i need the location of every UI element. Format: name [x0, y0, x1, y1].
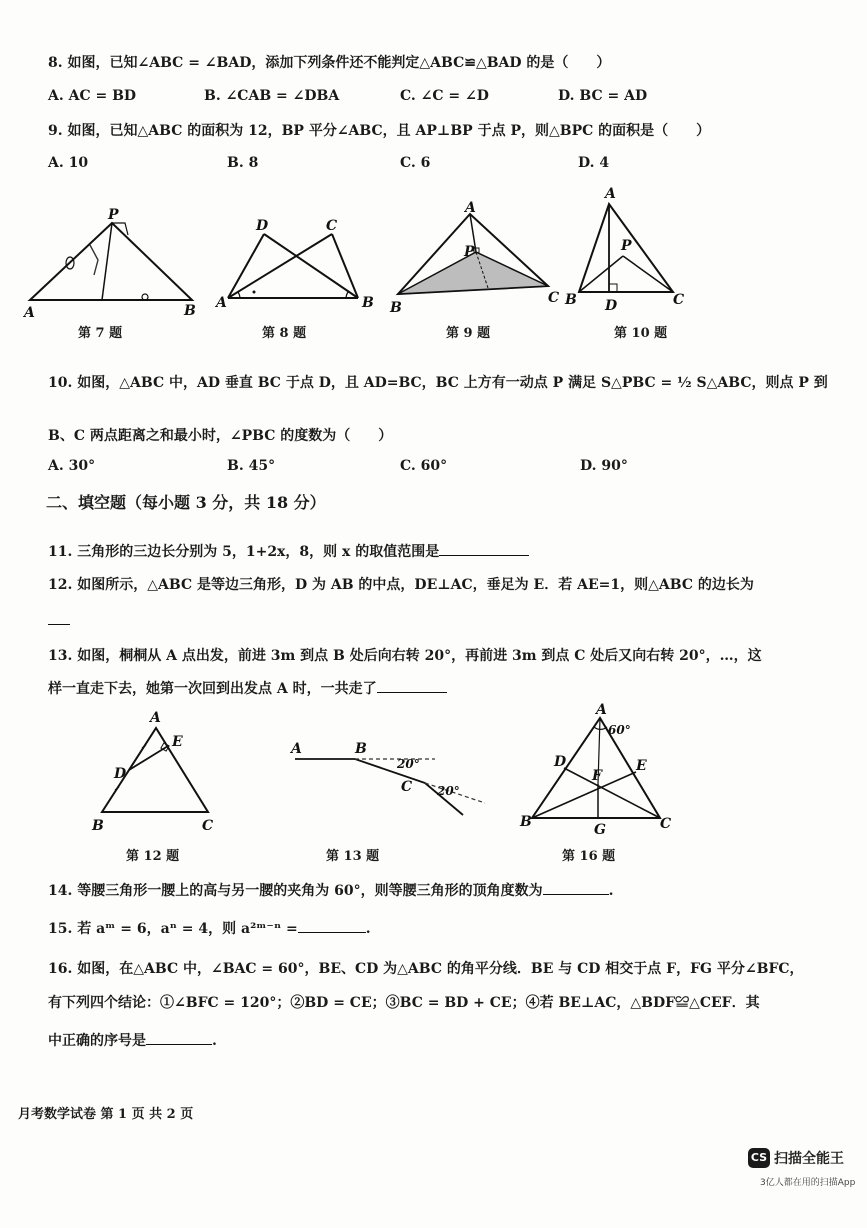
fig8-label-b: B: [362, 295, 374, 311]
section-2-title: 二、填空题（每小题 3 分，共 18 分）: [46, 493, 326, 512]
figure-16: [518, 702, 678, 842]
fig12-label-e: E: [172, 734, 183, 750]
q16-line3: 中正确的序号是 .: [48, 1033, 217, 1049]
fig9-label-a: A: [465, 200, 476, 216]
figure-13: [285, 735, 485, 820]
fig10-label-c: C: [673, 292, 685, 308]
fig8-label-d: D: [256, 218, 269, 234]
fig13-label-angle2: 20°: [437, 784, 460, 798]
q8-option-a: A. AC = BD: [48, 88, 137, 104]
q12-stem: 12. 如图所示，△ABC 是等边三角形，D 为 AB 的中点，DE⊥AC，垂足为 E．若 AE=1，则△ABC 的边长为: [48, 577, 754, 593]
q9-option-d: D. 4: [578, 155, 610, 171]
fig13-label-a: A: [291, 741, 302, 757]
figure-7: [20, 205, 210, 320]
q10-option-d: D. 90°: [580, 458, 628, 474]
caption-fig9: 第 9 题: [446, 326, 491, 341]
q8-option-b: B. ∠CAB = ∠DBA: [204, 88, 340, 104]
scanner-watermark: [748, 1148, 860, 1194]
fig8-label-a: A: [216, 295, 227, 311]
fig12-label-c: C: [202, 818, 214, 834]
q11-stem: 11. 三角形的三边长分别为 5，1+2x，8，则 x 的取值范围是: [48, 541, 529, 561]
q10-stem-line2: B、C 两点距离之和最小时，∠PBC 的度数为（ ）: [48, 428, 393, 444]
fig16-label-angle: 60°: [608, 723, 631, 737]
q9-option-c: C. 6: [400, 155, 431, 171]
fig16-label-b: B: [520, 814, 532, 830]
q10-stem-line1: 10. 如图，△ABC 中，AD 垂直 BC 于点 D，且 AD=BC，BC 上方有一动点 P 满足 S△PBC = ½ S△ABC，则点 P 到: [48, 375, 828, 391]
page-footer: 月考数学试卷 第 1 页 共 2 页: [18, 1107, 194, 1122]
q10-option-b: B. 45°: [227, 458, 276, 474]
q8-option-c: C. ∠C = ∠D: [400, 88, 489, 104]
q8-stem: 8. 如图，已知∠ABC = ∠BAD，添加下列条件还不能判定△ABC≌△BAD 的是（ ）: [48, 55, 611, 71]
scanner-name: 扫描全能王: [774, 1151, 844, 1167]
q9-option-a: A. 10: [48, 155, 89, 171]
caption-fig13: 第 13 题: [326, 849, 380, 864]
figure-9: [388, 200, 568, 318]
fig13-label-angle1: 20°: [397, 757, 420, 771]
figure-10: [565, 180, 695, 315]
fig16-label-a: A: [596, 702, 607, 718]
fig12-label-b: B: [92, 818, 104, 834]
q9-option-b: B. 8: [227, 155, 259, 171]
q13-line1: 13. 如图，桐桐从 A 点出发，前进 3m 到点 B 处后向右转 20°，再前进 3m 到点 C 处后又向右转 20°，…，这: [48, 648, 762, 664]
fig9-label-c: C: [548, 290, 560, 306]
figure-8: [212, 212, 382, 317]
fig16-label-g: G: [594, 822, 606, 838]
fig13-label-c: C: [401, 779, 413, 795]
fig7-label-a: A: [24, 305, 35, 321]
fig16-label-e: E: [636, 758, 647, 774]
fig12-label-d: D: [114, 766, 127, 782]
caption-fig16: 第 16 题: [562, 849, 616, 864]
fig16-label-d: D: [554, 754, 567, 770]
q16-line2: 有下列四个结论：①∠BFC = 120°；②BD = CE；③BC = BD + CE；④若 BE⊥AC，△BDF≌△CEF．其: [48, 995, 760, 1011]
q16-line1: 16. 如图，在△ABC 中，∠BAC = 60°，BE、CD 为△ABC 的角平分线．BE 与 CD 相交于点 F，FG 平分∠BFC，: [48, 961, 804, 977]
caption-fig8: 第 8 题: [262, 326, 307, 341]
fig10-label-b: B: [565, 292, 577, 308]
fig10-label-a: A: [605, 186, 616, 202]
fig7-label-b: B: [184, 303, 196, 319]
q9-stem: 9. 如图，已知△ABC 的面积为 12，BP 平分∠ABC，且 AP⊥BP 于点 P，则△BPC 的面积是（ ）: [48, 123, 711, 139]
fig7-label-p: P: [108, 207, 119, 223]
fig16-label-c: C: [660, 816, 672, 832]
fig9-label-p: P: [464, 244, 475, 260]
fig9-label-b: B: [390, 300, 402, 316]
caption-fig12: 第 12 题: [126, 849, 180, 864]
q14-stem: 14. 等腰三角形一腰上的高与另一腰的夹角为 60°，则等腰三角形的顶角度数为 .: [48, 883, 614, 899]
q10-option-a: A. 30°: [48, 458, 96, 474]
q15-stem: 15. 若 aᵐ = 6，aⁿ = 4，则 a²ᵐ⁻ⁿ = .: [48, 921, 371, 937]
q12-answer-blank: [48, 624, 70, 625]
scanner-logo-icon: CS: [748, 1148, 770, 1168]
q8-option-d: D. BC = AD: [558, 88, 648, 104]
figure-12: [90, 708, 220, 838]
q10-option-c: C. 60°: [400, 458, 448, 474]
scanner-subtitle: 3亿人都在用的扫描App: [760, 1178, 856, 1188]
caption-fig7: 第 7 题: [78, 326, 123, 341]
fig13-label-b: B: [355, 741, 367, 757]
q13-line2: 样一直走下去，她第一次回到出发点 A 时，一共走了: [48, 678, 447, 698]
fig10-label-d: D: [605, 298, 618, 314]
fig16-label-f: F: [592, 768, 602, 784]
fig10-label-p: P: [621, 238, 632, 254]
caption-fig10: 第 10 题: [614, 326, 668, 341]
fig12-label-a: A: [150, 710, 161, 726]
fig8-label-c: C: [326, 218, 338, 234]
